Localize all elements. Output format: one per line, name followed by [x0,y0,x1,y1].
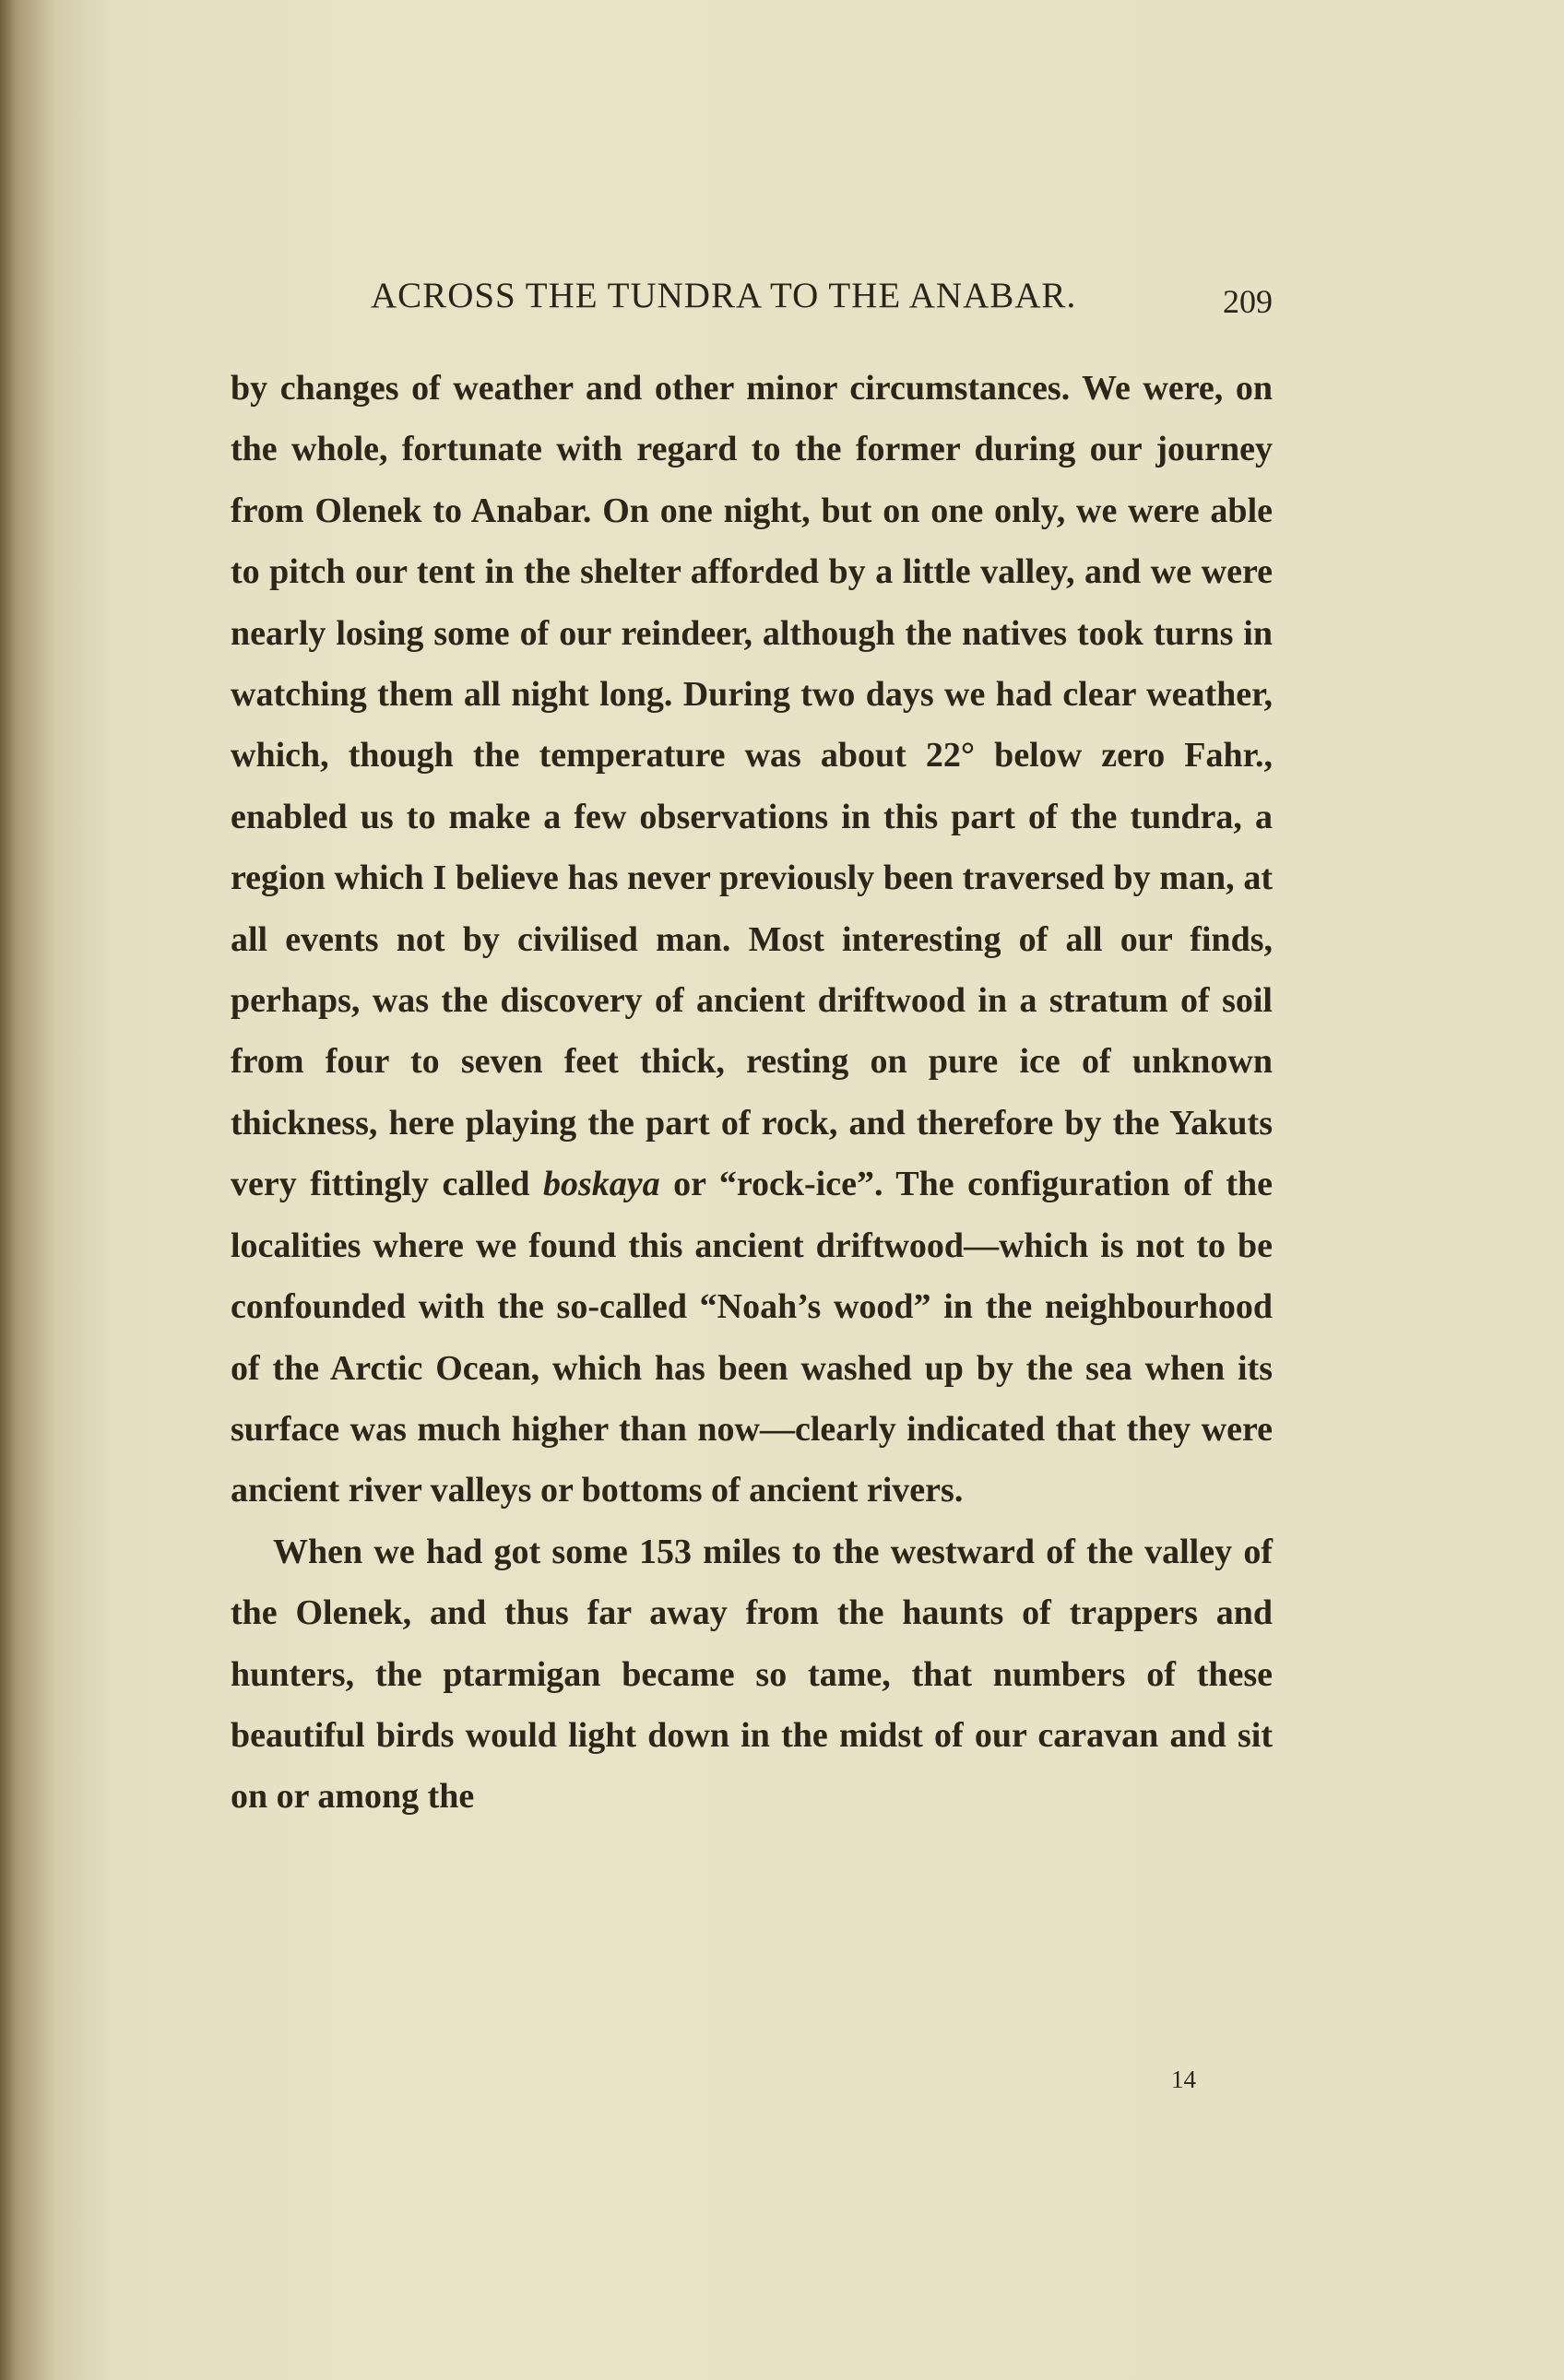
signature-mark: 14 [1171,2066,1196,2093]
paragraph-2: When we had got some 153 miles to the westward of the valley of the Olenek, and thus far away from the haunts of trappers and hunters, the ptarmigan became so tame, that numbers of these beautiful birds would light down in the midst of our caravan and sit on or among the [231,1532,1273,1817]
paragraph-1 [231,358,1273,1522]
body-text [231,358,1273,1828]
italic-term: boskaya [543,1165,660,1204]
paragraph-1-text-b: or “rock-ice”. The configuration of the localities where we found this ancient driftwood—which is not to be confounded with the so-called “Noah’s wood” in the neighbourhood of the Arctic Ocean, which has been washed up by the sea when its surface was much higher than now—clearly indicated that they were ancient river valleys or bottoms of ancient rivers. [231,1165,1273,1510]
page-header [231,275,1273,339]
running-title: ACROSS THE TUNDRA TO THE ANABAR. [371,276,1077,315]
paragraph-1-text-a: by changes of weather and other minor circumstances. We were, on the whole, fortunate with regard to the former during our journey from Olenek to Anabar. On one night, but on one only, we were able to pitch our tent in the shelter afforded by a little valley, and we were nearly losing some of our reindeer, although the natives took turns in watching them all night long. During two days we had clear weather, which, though the temperature was about 22° below zero Fahr., enabled us to make a few observations in this part of the tundra, a region which I believe has never previously been traversed by man, at all events not by civilised man. Most interesting of all our finds, perhaps, was the discovery of ancient driftwood in a stratum of soil from four to seven feet thick, resting on pure ice of unknown thickness, here playing the part of rock, and therefore by the Yakuts very fittingly called [231,369,1273,1204]
page-number: 209 [1223,283,1273,320]
